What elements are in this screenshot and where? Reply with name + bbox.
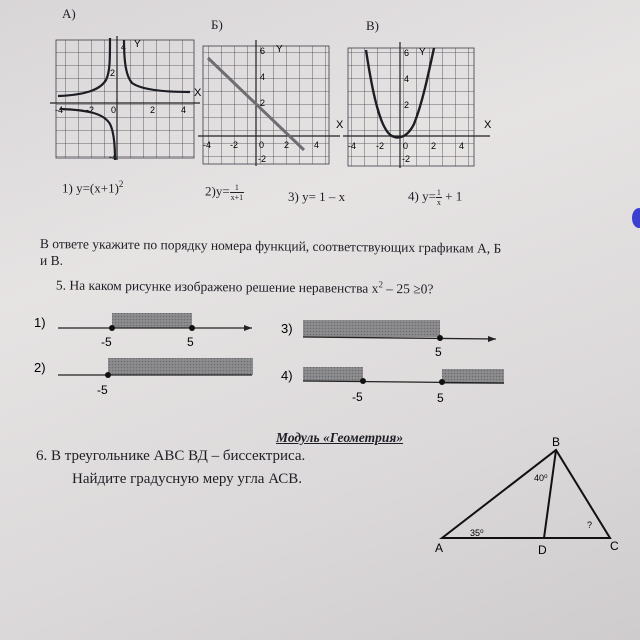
option-4-label-b: 5 — [437, 391, 444, 405]
graph-c-tick: -2 — [376, 141, 385, 151]
graph-b-tick: -2 — [258, 154, 267, 164]
graph-b-tick: -2 — [230, 140, 239, 150]
option-3-arrow — [488, 336, 496, 342]
graph-c-tick: 0 — [403, 141, 409, 151]
function-3: 3) y= 1 – x — [288, 189, 346, 204]
angle-c-value: ? — [587, 520, 593, 530]
graph-c-tick: 2 — [404, 100, 410, 110]
blue-marker — [632, 208, 640, 228]
graph-b-tick: 4 — [314, 140, 320, 150]
vertex-d: D — [538, 543, 547, 557]
option-1-shade — [112, 313, 192, 328]
function-2-prefix: 2)y= — [205, 183, 230, 199]
graph-a-tick: 4 — [121, 42, 127, 52]
graph-b-x-label: X — [336, 119, 344, 131]
graph-b — [198, 40, 344, 166]
graph-a-tick: 4 — [181, 105, 187, 115]
function-4-numerator: 1 — [436, 188, 441, 197]
graph-c-tick: 4 — [459, 141, 465, 151]
function-2-fraction — [230, 183, 245, 202]
graph-a-tick: -4 — [109, 152, 118, 162]
graph-a — [50, 36, 202, 162]
graph-b-tick: 4 — [260, 72, 266, 82]
option-3 — [281, 320, 496, 359]
graph-c-tick: -4 — [348, 141, 357, 151]
triangle-abc — [442, 450, 610, 538]
option-1 — [34, 313, 252, 349]
option-3-shade — [303, 320, 440, 337]
option-2-label-a: -5 — [97, 383, 108, 397]
option-4 — [281, 367, 504, 405]
graph-c — [343, 42, 492, 168]
option-4-point-a — [360, 378, 366, 384]
angle-b-value: 40⁰ — [534, 473, 548, 483]
task5-text: 5. На каком рисунке изображено решение неравенства x — [55, 277, 379, 296]
graph-a-x-label: X — [194, 87, 202, 99]
graph-c-tick: 4 — [404, 74, 410, 84]
graph-b-tick: 0 — [259, 140, 265, 150]
graph-a-label: A) — [62, 6, 76, 21]
option-1-label-b: 5 — [187, 335, 194, 349]
function-1 — [62, 179, 123, 196]
option-1-label-a: -5 — [101, 335, 112, 349]
function-1-exponent: 2 — [118, 179, 124, 189]
function-4-prefix: 4) y= — [408, 188, 436, 204]
angle-a-value: 35⁰ — [470, 528, 484, 538]
graph-c-label: В) — [366, 18, 379, 33]
graph-a-y-label: Y — [134, 39, 141, 50]
vertex-c: C — [610, 539, 619, 553]
task5-text-end: – 25 ≥0? — [382, 280, 434, 297]
function-2-numerator: 1 — [230, 183, 245, 193]
function-1-text: 1) y=(x+1) — [62, 180, 119, 196]
graph-a-tick: -2 — [86, 105, 95, 115]
graph-b-label: Б) — [211, 17, 223, 32]
graph-b-tick: 2 — [260, 98, 266, 108]
option-1-point-b — [189, 325, 195, 331]
graphs-panel — [0, 0, 640, 200]
graph-a-tick: 2 — [150, 105, 156, 115]
option-2-number: 2) — [34, 360, 46, 375]
graph-b-tick: 2 — [284, 140, 290, 150]
graph-c-x-label: X — [484, 119, 492, 131]
graph-a-tick: -4 — [55, 105, 64, 115]
option-3-number: 3) — [281, 321, 293, 336]
option-4-number: 4) — [281, 368, 293, 383]
option-4-shade-right — [442, 369, 504, 384]
option-2-point-a — [105, 372, 111, 378]
task5-question — [56, 276, 434, 297]
graph-c-tick: 6 — [404, 48, 410, 58]
graph-b-y-label: Y — [276, 44, 283, 55]
task5-exponent: 2 — [378, 279, 384, 290]
vertex-a: A — [435, 541, 444, 555]
graph-a-tick: 0 — [111, 105, 117, 115]
option-4-point-b — [439, 379, 445, 385]
instruction-line-1: В ответе укажите по порядку номера функций, соответствующих графикам А, Б — [39, 236, 502, 256]
graph-c-y-label: Y — [419, 47, 426, 58]
task6-line-2: Найдите градусную меру угла АСВ. — [72, 471, 303, 487]
task6-line-1: 6. В треугольнике АВС ВД – биссектриса. — [36, 448, 306, 464]
triangle-figure — [420, 430, 630, 560]
option-3-point-b — [437, 335, 443, 341]
graph-c-tick: -2 — [402, 154, 411, 164]
option-3-axis — [303, 337, 496, 339]
graph-c-tick: 2 — [431, 141, 437, 151]
function-2 — [205, 183, 244, 202]
function-4-denominator: x — [436, 198, 441, 207]
function-4 — [408, 188, 462, 207]
graph-b-tick: -4 — [203, 140, 212, 150]
option-1-point-a — [109, 325, 115, 331]
bisector-bd — [544, 450, 556, 538]
instruction-line-2: и В. — [40, 253, 63, 268]
option-4-label-a: -5 — [352, 390, 363, 404]
option-4-shade-left — [303, 367, 363, 381]
graph-a-tick: 2 — [110, 68, 116, 78]
function-2-denominator: x+1 — [230, 193, 244, 202]
function-4-fraction — [436, 188, 442, 207]
option-3-label-b: 5 — [435, 345, 442, 359]
option-2 — [34, 358, 253, 397]
option-1-arrow — [244, 325, 252, 331]
option-1-number: 1) — [34, 315, 46, 330]
option-2-shade — [108, 358, 253, 375]
module-title: Модуль «Геометрия» — [276, 430, 404, 445]
number-lines — [0, 300, 640, 415]
function-4-suffix: + 1 — [445, 188, 463, 204]
vertex-b: B — [552, 435, 561, 449]
graph-b-tick: 6 — [260, 46, 266, 56]
